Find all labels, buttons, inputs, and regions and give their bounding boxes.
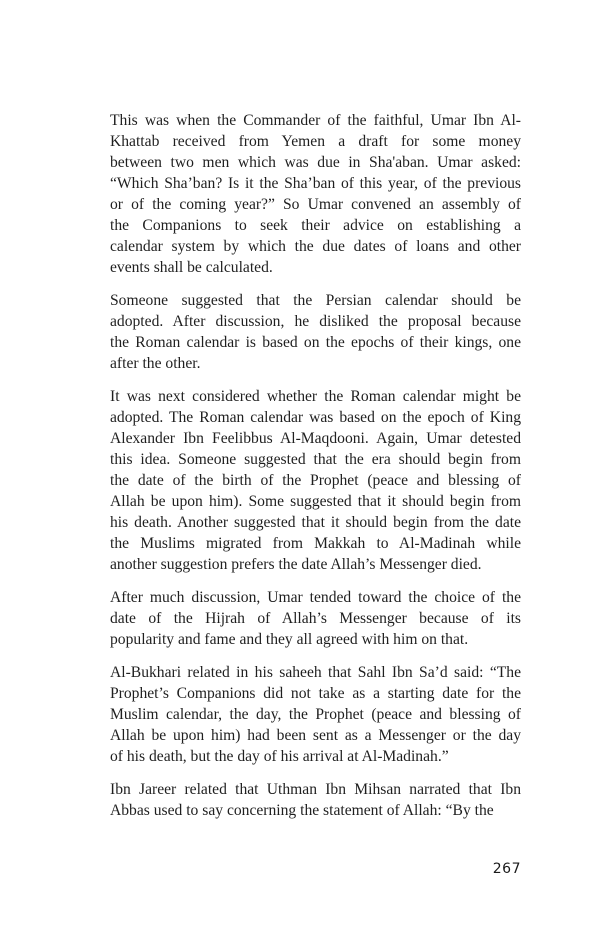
text-line: Allah be upon him) had been sent as a Messenger or the day: [110, 727, 521, 744]
text-line: this idea. Someone suggested that the era should begin from: [110, 451, 521, 468]
text-line: Khattab received from Yemen a draft for some money: [110, 133, 521, 150]
text-line: This was when the Commander of the faithful, Umar Ibn Al-: [110, 112, 521, 129]
text-line: date of the Hijrah of Allah’s Messenger because of its: [110, 610, 521, 627]
text-line: adopted. After discussion, he disliked the proposal because: [110, 313, 521, 330]
text-line: his death. Another suggested that it should begin from the date: [110, 514, 521, 531]
text-line: It was next considered whether the Roman calendar might be: [110, 388, 521, 405]
text-line: between two men which was due in Sha'aban. Umar asked:: [110, 154, 521, 171]
paragraph: [110, 110, 521, 278]
text-line: popularity and fame and they all agreed with him on that.: [110, 631, 469, 648]
text-line: After much discussion, Umar tended toward the choice of the: [110, 589, 521, 606]
text-line: the Companions to seek their advice on establishing a: [110, 217, 521, 234]
text-line: after the other.: [110, 355, 201, 372]
paragraph: [110, 386, 521, 575]
text-line: the Muslims migrated from Makkah to Al-Madinah while: [110, 535, 521, 552]
text-line: Allah be upon him). Some suggested that it should begin from: [110, 493, 521, 510]
text-line: calendar system by which the due dates of loans and other: [110, 238, 521, 255]
text-line: Abbas used to say concerning the statement of Allah: “By the: [110, 802, 494, 819]
text-line: Prophet’s Companions did not take as a starting date for the: [110, 685, 521, 702]
page-number: 267: [492, 861, 521, 877]
paragraph: [110, 662, 521, 767]
text-line: Muslim calendar, the day, the Prophet (peace and blessing of: [110, 706, 521, 723]
paragraph: [110, 290, 521, 374]
text-line: Al-Bukhari related in his saheeh that Sahl Ibn Sa’d said: “The: [110, 664, 521, 681]
text-line: Alexander Ibn Feelibbus Al-Maqdooni. Again, Umar detested: [110, 430, 521, 447]
paragraph: [110, 779, 521, 821]
text-line: Someone suggested that the Persian calendar should be: [110, 292, 521, 309]
page-text-block: [110, 110, 521, 821]
text-line: events shall be calculated.: [110, 259, 273, 276]
text-line: or of the coming year?” So Umar convened an assembly of: [110, 196, 521, 213]
paragraph: [110, 587, 521, 650]
text-line: the Roman calendar is based on the epochs of their kings, one: [110, 334, 521, 351]
text-line: the date of the birth of the Prophet (peace and blessing of: [110, 472, 521, 489]
text-line: another suggestion prefers the date Allah’s Messenger died.: [110, 556, 482, 573]
text-line: of his death, but the day of his arrival at Al-Madinah.”: [110, 748, 449, 765]
text-line: “Which Sha’ban? Is it the Sha’ban of this year, of the previous: [110, 175, 521, 192]
text-line: Ibn Jareer related that Uthman Ibn Mihsan narrated that Ibn: [110, 781, 521, 798]
text-line: adopted. The Roman calendar was based on the epoch of King: [110, 409, 521, 426]
